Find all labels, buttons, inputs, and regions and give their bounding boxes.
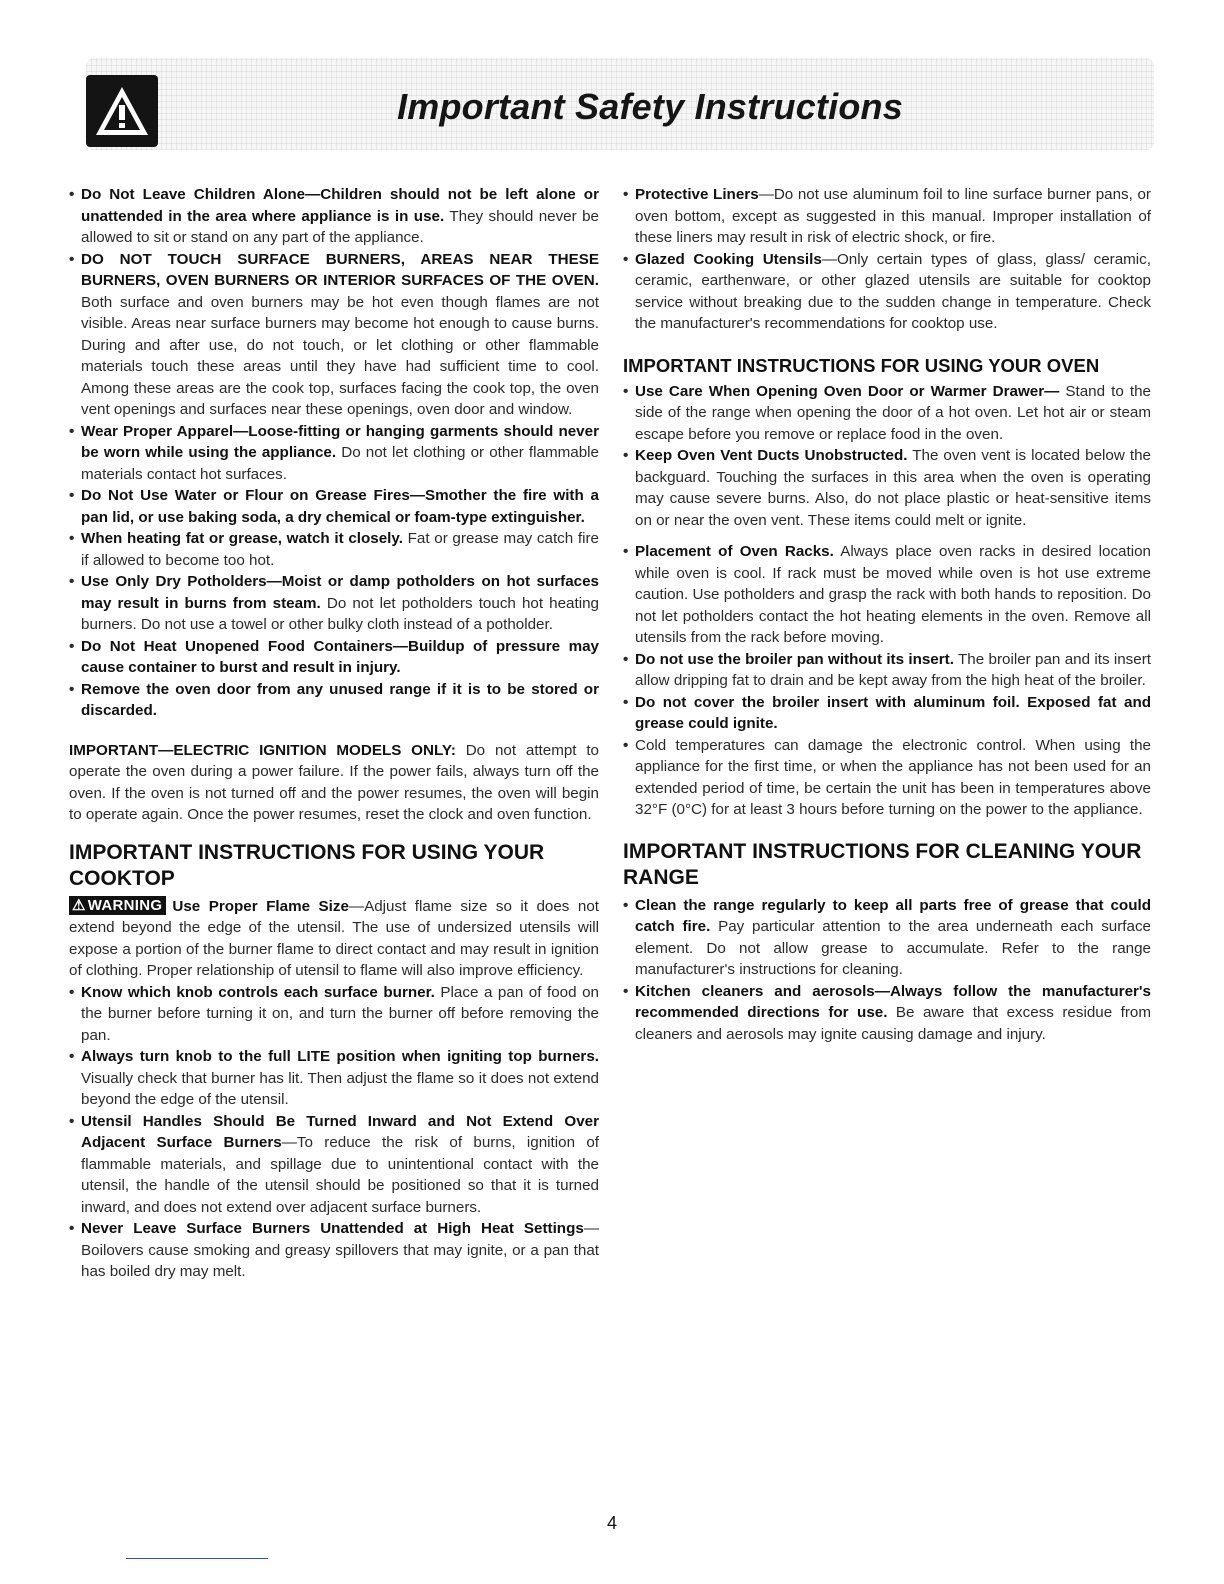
list-item: • Glazed Cooking Utensils—Only certain types of glass, glass/ ceramic, ceramic, earthenware, or other glazed utensils are suitable for cooktop service without breaking due to the sudden change in temperature. Check the manufacturer's recommendations for cooktop use.	[623, 250, 1151, 332]
warning-paragraph: ⚠ WARNING Use Proper Flame Size—Adjust flame size so it does not extend beyond the edge of the utensil. The use of undersized utensils will expose a portion of the burner flame to direct contact and may result in ignition of clothing. Proper relationship of utensil to flame will also improve efficiency.	[69, 896, 599, 979]
left-column	[69, 184, 599, 1283]
list-item: • Clean the range regularly to keep all parts free of grease that could catch fire. Pay particular attention to the area underneath each surface element. Do not allow grease to accumulate. Refer to the range manufacturer's instructions for cleaning.	[623, 896, 1151, 978]
list-item: • Do Not Heat Unopened Food Containers—Buildup of pressure may cause container to burst and result in injury.	[69, 637, 599, 676]
list-item: • Never Leave Surface Burners Unattended at High Heat Settings—Boilovers cause smoking and greasy spillovers that may ignite, or a pan that has boiled dry may melt.	[69, 1220, 599, 1280]
cleaning-heading: IMPORTANT INSTRUCTIONS FOR CLEANING YOUR RANGE	[623, 839, 1142, 889]
list-item: • Do Not Use Water or Flour on Grease Fires—Smother the fire with a pan lid, or use baking soda, a dry chemical or foam-type extinguisher.	[69, 487, 599, 526]
list-item: • Protective Liners—Do not use aluminum foil to line surface burner pans, or oven bottom, except as suggested in this manual. Improper installation of these liners may result in risk of electric shock, or fire.	[623, 186, 1151, 246]
page-title: Important Safety Instructions	[397, 86, 903, 127]
electric-ignition-note: IMPORTANT—ELECTRIC IGNITION MODELS ONLY: Do not attempt to operate the oven during a power failure. If the power fails, always turn off the oven. If the oven is not turned off and the power resumes, the oven will begin to operate again. Once the power resumes, reset the clock and oven function.	[69, 741, 599, 823]
list-item: • Use Care When Opening Oven Door or Warmer Drawer— Stand to the side of the range when opening the door of a hot oven. Let hot air or steam escape before you remove or replace food in the oven.	[623, 382, 1151, 443]
list-item: • Kitchen cleaners and aerosols—Always follow the manufacturer's recommended directions for use. Be aware that excess residue from cleaners and aerosols may ignite causing damage and injury.	[623, 982, 1152, 1043]
page-number: 4	[606, 1513, 617, 1533]
cooktop-heading: IMPORTANT INSTRUCTIONS FOR USING YOUR COOKTOP	[69, 840, 545, 890]
list-item: • Cold temperatures can damage the electronic control. When using the appliance for the first time, or when the appliance has not been used for an extended period of time, be certain the unit has been in temperatures above 32°F (0°C) for at least 3 hours before turning on the power to the appliance.	[623, 736, 1151, 818]
list-item: • Use Only Dry Potholders—Moist or damp potholders on hot surfaces may result in burns from steam. Do not let potholders touch hot heating burners. Do not use a towel or other bulky cloth instead of a potholder.	[69, 573, 599, 633]
list-item: • Utensil Handles Should Be Turned Inward and Not Extend Over Adjacent Surface Burners—To reduce the risk of burns, ignition of flammable materials, and spillage due to unintentional contact with the utensil, the handle of the utensil should be positioned so that it is turned inward, and does not extend over adjacent surface burners.	[69, 1112, 600, 1216]
list-item: • Remove the oven door from any unused range if it is to be stored or discarded.	[69, 680, 599, 719]
warning-badge: ⚠ WARNING	[69, 896, 166, 915]
bottom-rule	[126, 1558, 268, 1559]
list-item: • Do not cover the broiler insert with aluminum foil. Exposed fat and grease could ignite.	[623, 693, 1151, 732]
list-item: • Do not use the broiler pan without its insert. The broiler pan and its insert allow dripping fat to drain and be kept away from the high heat of the broiler.	[623, 650, 1152, 689]
list-item: • Wear Proper Apparel—Loose-fitting or hanging garments should never be worn while using the appliance. Do not let clothing or other flammable materials contact hot surfaces.	[69, 422, 599, 483]
list-item: • Do Not Leave Children Alone—Children should not be left alone or unattended in the area where appliance is in use. They should never be allowed to sit or stand on any part of the appliance.	[69, 186, 599, 246]
list-item: • Placement of Oven Racks. Always place oven racks in desired location while oven is cool. If rack must be moved while oven is hot use extreme caution. Use potholders and grasp the rack with both hands to reposition. Do not let potholders contact the hot heating elements in the oven. Remove all utensils from the rack before moving.	[623, 543, 1151, 646]
right-column	[623, 184, 1151, 1045]
list-item: • Keep Oven Vent Ducts Unobstructed. The oven vent is located below the backguard. Touching the surfaces in this area when the oven is operating may cause severe burns. Also, do not place plastic or heat-sensitive items on or near the oven vent. These items could melt or ignite.	[623, 447, 1151, 529]
warning-triangle-icon: ⚠	[72, 896, 86, 914]
warning-triangle-icon	[86, 75, 158, 147]
list-item: • Know which knob controls each surface burner. Place a pan of food on the burner before turning it on, and turn the burner off before removing the pan.	[69, 983, 599, 1044]
list-item: • DO NOT TOUCH SURFACE BURNERS, AREAS NEAR THESE BURNERS, OVEN BURNERS OR INTERIOR SURFACES OF THE OVEN. Both surface and oven burners may be hot even though flames are not visible. Areas near surface burners may become hot enough to cause burns. During and after use, do not touch, or let clothing or other flammable materials touch these areas until they have had sufficient time to cool. Among these areas are the cook top, surfaces facing the cook top, the oven vent openings and surfaces near these openings, oven door and window.	[69, 250, 599, 418]
list-item: • Always turn knob to the full LITE position when igniting top burners. Visually check that burner has lit. Then adjust the flame so it does not extend beyond the edge of the utensil.	[69, 1048, 599, 1108]
oven-heading: IMPORTANT INSTRUCTIONS FOR USING YOUR OVEN	[623, 354, 1100, 376]
list-item: • When heating fat or grease, watch it closely. Fat or grease may catch fire if allowed to become too hot.	[69, 530, 600, 569]
